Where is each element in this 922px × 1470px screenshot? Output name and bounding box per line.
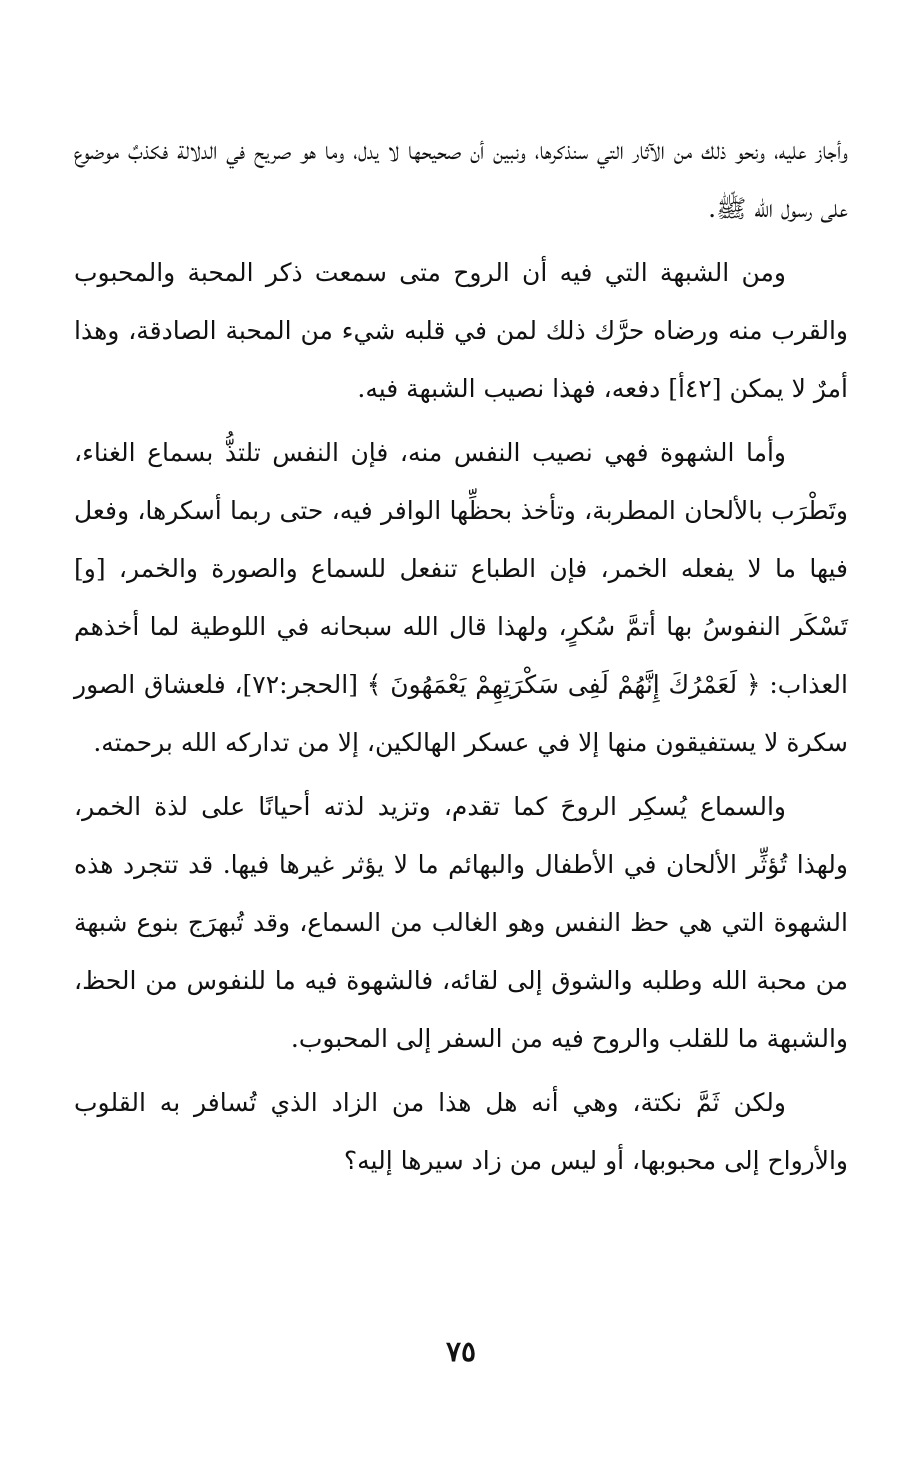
page-number: ٧٥ [445, 1335, 477, 1368]
paragraph-5: ولكن ثَمَّ نكتة، وهي أنه هل هذا من الزاد الذي تُسافر به القلوب والأرواح إلى محبوبها، أو ليس من زاد سيرها إليه؟ [74, 1088, 848, 1175]
paragraph-4: والسماع يُسكِر الروحَ كما تقدم، وتزيد لذته أحيانًا على لذة الخمر، ولهذا تُؤثِّر الألحان في الأطفال والبهائم ما لا يؤثر غيرها فيها. قد تتجرد هذه الشهوة التي هي حظ النفس وهو الغالب من السماع، وقد تُبهرَج بنوع شبهة من محبة الله وطلبه والشوق إلى لقائه، فالشهوة فيه ما للنفوس من الحظ، والشبهة ما للقلب والروح فيه من السفر إلى المحبوب. [74, 792, 848, 1053]
paragraph-2: ومن الشبهة التي فيه أن الروح متى سمعت ذكر المحبة والمحبوب والقرب منه ورضاه حرَّك ذلك لمن في قلبه شيء من المحبة الصادقة، وهذا أمرٌ لا يمكن [٤٢أ] دفعه، فهذا نصيب الشبهة فيه. [74, 258, 848, 403]
page-body-text [74, 122, 848, 1196]
paragraph-1: وأجاز عليه، ونحو ذلك من الآثار التي سنذكرها، ونبين أن صحيحها لا يدل، وما هو صريح في الدلالة فكذبٌ موضوع على رسول الله ﷺ. [74, 136, 848, 223]
paragraph-3: وأما الشهوة فهي نصيب النفس منه، فإن النفس تلتذُّ بسماع الغناء، وتَطْرَب بالألحان المطربة، وتأخذ بحظِّها الوافر فيه، حتى ربما أسكرها، وفعل فيها ما لا يفعله الخمر، فإن الطباع تنفعل للسماع والصورة والخمر، [و] تَسْكَر النفوسُ بها أتمَّ سُكرٍ، ولهذا قال الله سبحانه في اللوطية لما أخذهم العذاب: ﴿ لَعَمْرُكَ إِنَّهُمْ لَفِى سَكْرَتِهِمْ يَعْمَهُونَ ﴾ [الحجر:٧٢]، فلعشاق الصور سكرة لا يستفيقون منها إلا في عسكر الهالكين، إلا من تداركه الله برحمته. [74, 438, 848, 757]
